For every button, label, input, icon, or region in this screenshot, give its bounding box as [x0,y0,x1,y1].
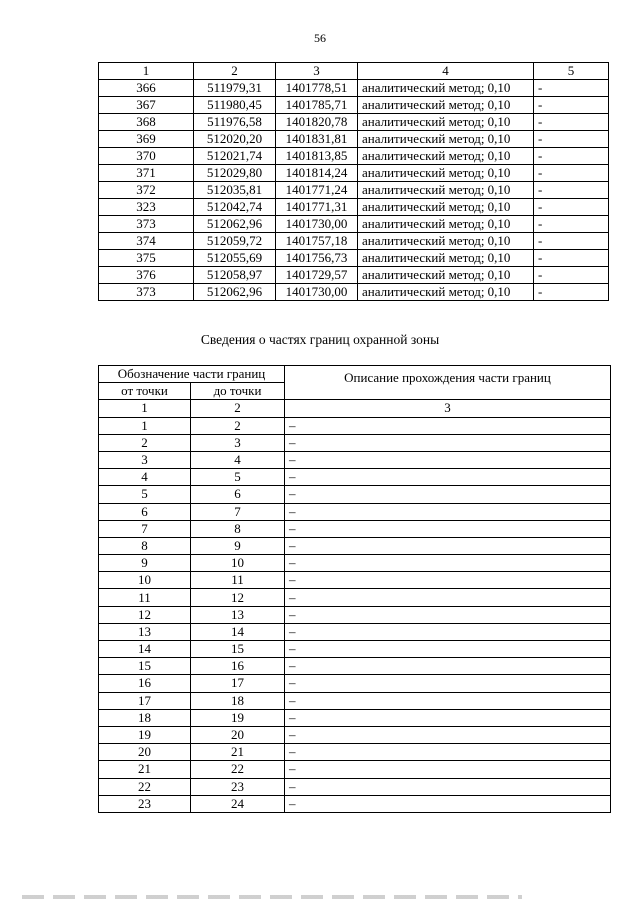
point-number: 366 [99,80,194,97]
from-point: 18 [99,709,191,726]
from-point: 22 [99,778,191,795]
table-row [99,165,609,182]
method-accuracy: аналитический метод; 0,10 [358,216,534,233]
note: - [534,97,609,114]
from-point: 14 [99,641,191,658]
description-header: Описание прохождения части границ [285,366,611,400]
from-point: 21 [99,761,191,778]
note: - [534,148,609,165]
boundary-parts-table [98,365,611,813]
to-point: 11 [191,572,285,589]
method-accuracy: аналитический метод; 0,10 [358,131,534,148]
point-number: 369 [99,131,194,148]
col-number: 2 [191,400,285,417]
to-point: 8 [191,520,285,537]
coord-y: 1401820,78 [276,114,358,131]
from-point: 12 [99,606,191,623]
to-point: 15 [191,641,285,658]
point-number: 375 [99,250,194,267]
coord-y: 1401729,57 [276,267,358,284]
to-point: 14 [191,623,285,640]
from-point: 17 [99,692,191,709]
table-row [99,555,611,572]
column-number-header: 3 [276,63,358,80]
method-accuracy: аналитический метод; 0,10 [358,250,534,267]
coord-y: 1401730,00 [276,284,358,301]
from-point: 8 [99,537,191,554]
point-number: 370 [99,148,194,165]
table-row [99,744,611,761]
method-accuracy: аналитический метод; 0,10 [358,267,534,284]
coord-y: 1401771,24 [276,182,358,199]
part-description: – [285,469,611,486]
to-point: 18 [191,692,285,709]
point-number: 368 [99,114,194,131]
from-point: 1 [99,417,191,434]
from-point: 10 [99,572,191,589]
coord-x: 512058,97 [194,267,276,284]
column-number-header: 1 [99,63,194,80]
table-row [99,233,609,250]
coord-y: 1401771,31 [276,199,358,216]
coord-x: 512042,74 [194,199,276,216]
table-row [99,199,609,216]
point-number: 373 [99,216,194,233]
part-description: – [285,572,611,589]
to-point: 4 [191,451,285,468]
point-number: 373 [99,284,194,301]
coord-y: 1401813,85 [276,148,358,165]
coord-y: 1401757,18 [276,233,358,250]
from-point: 23 [99,795,191,812]
part-description: – [285,778,611,795]
table-row [99,606,611,623]
coord-y: 1401785,71 [276,97,358,114]
table-row [99,80,609,97]
column-number-header: 5 [534,63,609,80]
table-row [99,658,611,675]
point-number: 372 [99,182,194,199]
part-description: – [285,434,611,451]
part-description: – [285,744,611,761]
part-description: – [285,726,611,743]
table-row [99,131,609,148]
table-row [99,795,611,812]
coord-header-row [99,63,609,80]
from-point: 20 [99,744,191,761]
to-point: 16 [191,658,285,675]
to-point: 22 [191,761,285,778]
to-point: 5 [191,469,285,486]
scan-footer-noise [22,895,522,899]
to-point: 20 [191,726,285,743]
coordinates-table [98,62,609,301]
coord-x: 511976,58 [194,114,276,131]
to-point: 19 [191,709,285,726]
table-row [99,623,611,640]
part-description: – [285,709,611,726]
part-description: – [285,417,611,434]
table-row [99,537,611,554]
table-row [99,692,611,709]
to-point: 12 [191,589,285,606]
part-description: – [285,623,611,640]
coord-x: 512020,20 [194,131,276,148]
from-point: 13 [99,623,191,640]
method-accuracy: аналитический метод; 0,10 [358,165,534,182]
from-point: 15 [99,658,191,675]
to-point-header: до точки [191,383,285,400]
note: - [534,80,609,97]
to-point: 23 [191,778,285,795]
table-row [99,709,611,726]
coord-y: 1401814,24 [276,165,358,182]
from-point: 4 [99,469,191,486]
table-row [99,417,611,434]
to-point: 6 [191,486,285,503]
coord-x: 511980,45 [194,97,276,114]
method-accuracy: аналитический метод; 0,10 [358,148,534,165]
to-point: 7 [191,503,285,520]
parts-col-number-row [99,400,611,417]
col-number: 3 [285,400,611,417]
note: - [534,284,609,301]
table-row [99,503,611,520]
column-number-header: 2 [194,63,276,80]
method-accuracy: аналитический метод; 0,10 [358,182,534,199]
coord-x: 512062,96 [194,284,276,301]
section-heading: Сведения о частях границ охранной зоны [200,332,440,347]
group-header: Обозначение части границ [99,366,285,383]
from-point: 2 [99,434,191,451]
to-point: 21 [191,744,285,761]
to-point: 2 [191,417,285,434]
part-description: – [285,451,611,468]
from-point: 3 [99,451,191,468]
coord-x: 512062,96 [194,216,276,233]
table-row [99,97,609,114]
method-accuracy: аналитический метод; 0,10 [358,199,534,216]
method-accuracy: аналитический метод; 0,10 [358,284,534,301]
table-row [99,675,611,692]
coord-x: 512035,81 [194,182,276,199]
method-accuracy: аналитический метод; 0,10 [358,97,534,114]
coord-x: 512055,69 [194,250,276,267]
coord-y: 1401831,81 [276,131,358,148]
page-number: 56 [314,31,326,45]
part-description: – [285,503,611,520]
note: - [534,182,609,199]
table-row [99,778,611,795]
point-number: 374 [99,233,194,250]
part-description: – [285,537,611,554]
table-row [99,469,611,486]
col-number: 1 [99,400,191,417]
from-point: 19 [99,726,191,743]
table-row [99,451,611,468]
point-number: 371 [99,165,194,182]
part-description: – [285,675,611,692]
coord-x: 512029,80 [194,165,276,182]
from-point: 16 [99,675,191,692]
note: - [534,199,609,216]
coord-x: 511979,31 [194,80,276,97]
coord-y: 1401730,00 [276,216,358,233]
column-number-header: 4 [358,63,534,80]
table-row [99,267,609,284]
table-row [99,284,609,301]
to-point: 24 [191,795,285,812]
method-accuracy: аналитический метод; 0,10 [358,233,534,250]
table-row [99,761,611,778]
note: - [534,165,609,182]
table-row [99,250,609,267]
from-point-header: от точки [99,383,191,400]
method-accuracy: аналитический метод; 0,10 [358,80,534,97]
part-description: – [285,692,611,709]
part-description: – [285,589,611,606]
from-point: 9 [99,555,191,572]
part-description: – [285,486,611,503]
table-row [99,486,611,503]
part-description: – [285,658,611,675]
point-number: 376 [99,267,194,284]
table-row [99,641,611,658]
to-point: 10 [191,555,285,572]
part-description: – [285,761,611,778]
coord-x: 512059,72 [194,233,276,250]
to-point: 13 [191,606,285,623]
to-point: 3 [191,434,285,451]
parts-header-row [99,366,611,383]
from-point: 6 [99,503,191,520]
note: - [534,114,609,131]
point-number: 367 [99,97,194,114]
note: - [534,131,609,148]
table-row [99,434,611,451]
table-row [99,572,611,589]
note: - [534,216,609,233]
note: - [534,233,609,250]
part-description: – [285,555,611,572]
to-point: 17 [191,675,285,692]
table-row [99,182,609,199]
part-description: – [285,606,611,623]
from-point: 5 [99,486,191,503]
part-description: – [285,641,611,658]
point-number: 323 [99,199,194,216]
part-description: – [285,520,611,537]
note: - [534,250,609,267]
part-description: – [285,795,611,812]
table-row [99,148,609,165]
coord-y: 1401778,51 [276,80,358,97]
table-row [99,726,611,743]
note: - [534,267,609,284]
table-row [99,216,609,233]
coord-y: 1401756,73 [276,250,358,267]
table-row [99,589,611,606]
method-accuracy: аналитический метод; 0,10 [358,114,534,131]
table-row [99,520,611,537]
coord-x: 512021,74 [194,148,276,165]
from-point: 7 [99,520,191,537]
to-point: 9 [191,537,285,554]
from-point: 11 [99,589,191,606]
table-row [99,114,609,131]
